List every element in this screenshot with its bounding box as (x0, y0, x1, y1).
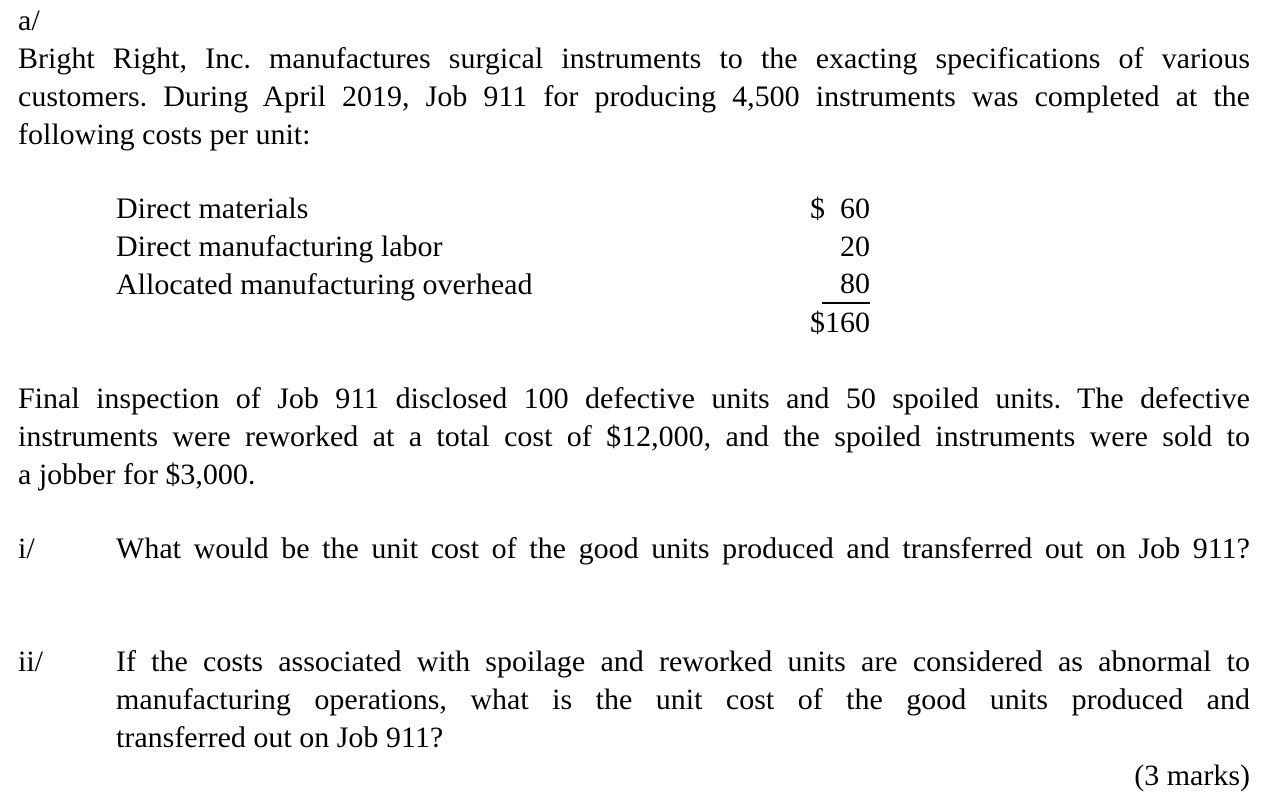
cost-row-direct-labor (116, 228, 876, 266)
question-2-line-3: transferred out on Job 911? (116, 721, 444, 754)
cost-row-total (116, 304, 876, 342)
inspection-line-3: a jobber for $3,000. (18, 458, 256, 491)
cost-amount-underlined: 80 (822, 266, 870, 304)
question-2-line-1: If the costs associated with spoilage and reworked units are considered as abnormal to (116, 645, 1250, 678)
question-2-line-2: manufacturing operations, what is the unit cost of the good units produced and (116, 683, 1250, 716)
question-2-text (116, 643, 1250, 757)
cost-amount: 20 (840, 230, 870, 263)
inspection-line-2: instruments were reworked at a total cost of $12,000, and the spoiled instruments were sold to (18, 420, 1250, 453)
intro-line-3: following costs per unit: (18, 118, 311, 151)
section-label: a/ (18, 4, 40, 37)
question-1-line: What would be the unit cost of the good units produced and transferred out on Job 911? (116, 532, 1250, 565)
intro-line-2: customers. During April 2019, Job 911 for producing 4,500 instruments was completed at the (18, 80, 1250, 113)
cost-amount: $ 60 (810, 192, 870, 225)
inspection-line-1: Final inspection of Job 911 disclosed 100 defective units and 50 spoiled units. The defective (18, 382, 1250, 415)
cost-row-direct-materials (116, 190, 876, 228)
cost-table (116, 190, 876, 342)
cost-label: Direct manufacturing labor (116, 230, 443, 263)
cost-label: Direct materials (116, 192, 309, 225)
question-1-text (116, 530, 1250, 568)
question-1-number: i/ (18, 532, 35, 565)
inspection-paragraph (18, 380, 1250, 494)
cost-total: $160 (810, 306, 870, 339)
question-2-number: ii/ (18, 645, 44, 678)
intro-paragraph (18, 40, 1250, 154)
cost-row-overhead (116, 266, 876, 304)
intro-line-1: Bright Right, Inc. manufactures surgical instruments to the exacting specifications of various (18, 42, 1250, 75)
marks-label: (3 marks) (1134, 759, 1250, 792)
cost-label: Allocated manufacturing overhead (116, 268, 533, 301)
